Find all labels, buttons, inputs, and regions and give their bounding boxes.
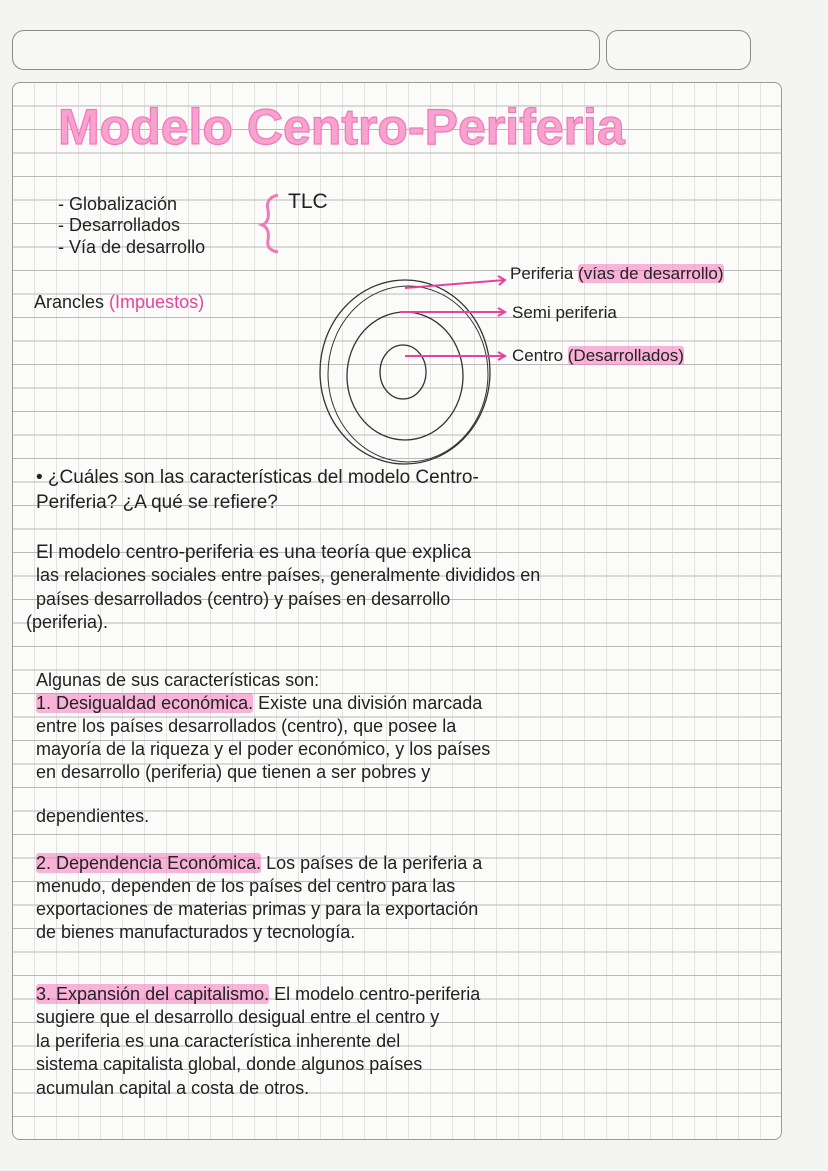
intro-line: Algunas de sus características son: [36,670,320,690]
bullet-item: - Vía de desarrollo [58,237,206,257]
label-periferia: Periferia (vías de desarrollo) [510,264,724,283]
label-semiperiferia: Semi periferia [512,303,617,322]
item-line: dependientes. [36,806,150,826]
bullet-item: - Desarrollados [58,215,181,235]
definition-line: las relaciones sociales entre países, generalmente divididos en [36,565,541,585]
inner-circle [380,345,426,399]
arrow-semiperiferia [400,308,505,316]
question-line: Periferia? ¿A qué se refiere? [36,492,278,513]
item-line: la periferia es una característica inherente del [36,1031,401,1051]
bullet-item: - Globalización [58,194,178,214]
item-line: mayoría de la riqueza y el poder económico, y los países [36,739,491,759]
question-line: • ¿Cuáles son las características del modelo Centro- [36,467,479,488]
middle-circle [347,312,463,440]
definition-line: (periferia). [26,612,109,632]
item-line: acumulan capital a costa de otros. [36,1078,310,1098]
item-line: exportaciones de materias primas y para la exportación [36,899,479,919]
definition-line: El modelo centro-periferia es una teoría que explica [36,542,472,563]
label-centro: Centro (Desarrollados) [512,346,684,365]
item-line: menudo, dependen de los países del centro para las [36,876,456,896]
item-2: 2. Dependencia Económica. Los países de la periferia a [36,853,483,873]
item-line: sistema capitalista global, donde algunos países [36,1054,423,1074]
brace-label: TLC [288,190,328,213]
item-3: 3. Expansión del capitalismo. El modelo centro-periferia [36,984,481,1004]
item-line: entre los países desarrollados (centro), que posee la [36,716,457,736]
aranceles-note: Arancles (Impuestos) [34,292,205,312]
item-line: en desarrollo (periferia) que tienen a ser pobres y [36,762,431,782]
definition-line: países desarrollados (centro) y países en desarrollo [36,589,451,609]
item-line: de bienes manufacturados y tecnología. [36,922,356,942]
brace-icon [262,195,278,252]
page-title: Modelo Centro-Periferia [58,99,625,155]
item-1: 1. Desigualdad económica. Existe una división marcada [36,693,483,713]
item-line: sugiere que el desarrollo desigual entre el centro y [36,1007,440,1027]
